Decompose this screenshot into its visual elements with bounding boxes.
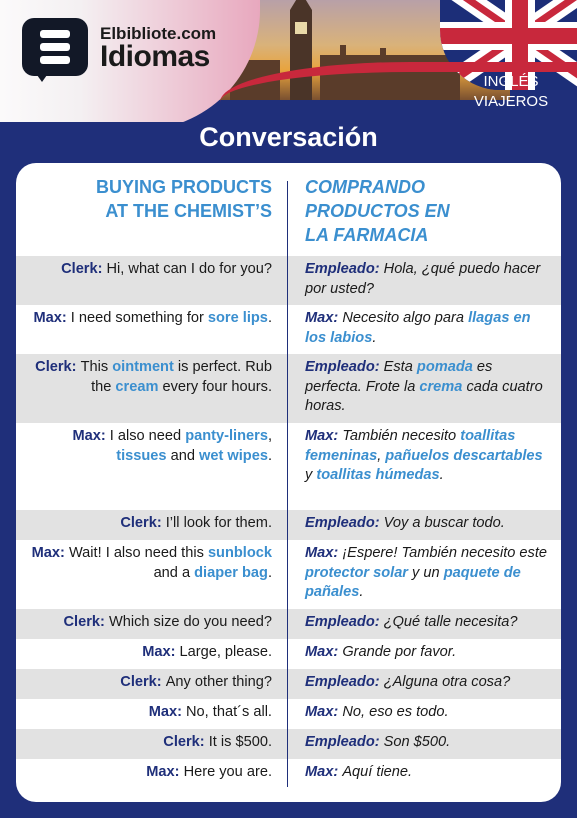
line-text: Necesito algo para bbox=[342, 310, 469, 326]
speaker-label: Clerk: bbox=[63, 614, 109, 630]
vocab-highlight: sunblock bbox=[207, 545, 272, 561]
spanish-line bbox=[305, 544, 551, 603]
column-divider bbox=[287, 181, 288, 787]
line-text: , bbox=[377, 447, 386, 464]
line-text: I also need bbox=[109, 428, 186, 444]
vocab-highlight: protector solar bbox=[305, 564, 408, 581]
speaker-label: Empleado: bbox=[305, 515, 384, 531]
speaker-label: Empleado: bbox=[305, 674, 384, 690]
speaker-label: Max: bbox=[305, 644, 343, 660]
line-text: Hola, ¿qué puedo hacer por usted? bbox=[305, 261, 541, 297]
english-header-line: BUYING PRODUCTS bbox=[95, 177, 272, 197]
english-line bbox=[28, 673, 272, 693]
line-text: is perfect. Rub the bbox=[91, 359, 272, 395]
speaker-label: Clerk: bbox=[61, 261, 107, 277]
line-text: . bbox=[267, 564, 272, 581]
line-text: . bbox=[372, 329, 377, 346]
line-text: También necesito bbox=[342, 428, 461, 444]
vocab-highlight: diaper bag bbox=[194, 564, 268, 581]
spanish-line bbox=[305, 703, 551, 723]
english-line bbox=[28, 703, 272, 723]
line-text: every four hours. bbox=[158, 378, 272, 395]
speaker-label: Max: bbox=[305, 428, 343, 444]
header-banner bbox=[0, 0, 577, 122]
line-text: I’ll look for them. bbox=[165, 515, 272, 531]
brand-name: Idiomas bbox=[100, 40, 210, 73]
line-text: ¿Qué talle necesita? bbox=[383, 614, 518, 630]
spanish-line bbox=[305, 673, 551, 693]
line-text: . bbox=[359, 584, 364, 600]
line-text: Any other thing? bbox=[165, 674, 272, 690]
dialogue-row bbox=[16, 305, 561, 354]
dialogue-row bbox=[16, 759, 561, 789]
english-line bbox=[28, 514, 272, 534]
speaker-label: Max: bbox=[305, 310, 343, 326]
line-text: and a bbox=[153, 564, 195, 581]
vocab-highlight: paquete de pañales bbox=[305, 564, 521, 600]
line-text: No, eso es todo. bbox=[342, 704, 449, 720]
vocab-highlight: crema bbox=[419, 378, 463, 395]
speaker-label: Max: bbox=[146, 764, 184, 780]
english-line bbox=[28, 733, 272, 753]
speaker-label: Max: bbox=[72, 428, 110, 444]
speaker-label: Max: bbox=[305, 545, 343, 561]
line-text: Large, please. bbox=[179, 644, 272, 660]
english-column-header bbox=[30, 175, 272, 223]
brand-site: Elbibliote.com bbox=[100, 24, 217, 43]
vocab-highlight: llagas en los labios bbox=[305, 310, 531, 346]
line-text: cada cuatro horas. bbox=[305, 378, 543, 414]
line-text: Which size do you need? bbox=[108, 614, 272, 630]
line-text: No, that´s all. bbox=[186, 704, 272, 720]
spanish-column-header bbox=[305, 175, 545, 247]
english-line bbox=[28, 613, 272, 633]
vocab-highlight: ointment bbox=[112, 359, 174, 375]
line-text: Esta bbox=[383, 359, 417, 375]
speaker-label: Empleado: bbox=[305, 614, 384, 630]
vocab-highlight: panty-liners bbox=[185, 428, 268, 444]
dialogue-row bbox=[16, 609, 561, 639]
vocab-highlight: pañuelos descartables bbox=[385, 447, 543, 464]
english-line bbox=[28, 260, 272, 280]
line-text: Voy a buscar todo. bbox=[383, 515, 505, 531]
speaker-label: Max: bbox=[305, 704, 343, 720]
dialogue-row bbox=[16, 639, 561, 669]
spanish-line bbox=[305, 514, 551, 534]
line-text: . bbox=[267, 310, 272, 326]
spanish-line bbox=[305, 763, 551, 783]
line-text: This bbox=[80, 359, 113, 375]
speaker-label: Max: bbox=[31, 545, 69, 561]
english-line bbox=[28, 544, 272, 583]
spanish-line bbox=[305, 427, 551, 486]
speaker-label: Max: bbox=[33, 310, 71, 326]
english-line bbox=[28, 643, 272, 663]
vocab-highlight: toallitas femeninas bbox=[305, 428, 516, 464]
line-text: ¿Alguna otra cosa? bbox=[383, 674, 511, 690]
dialogue-row bbox=[16, 729, 561, 759]
line-text: I need something for bbox=[70, 310, 208, 326]
speaker-label: Empleado: bbox=[305, 734, 384, 750]
dialogue-row bbox=[16, 699, 561, 729]
dialogue-row bbox=[16, 423, 561, 510]
speaker-label: Clerk: bbox=[35, 359, 81, 375]
line-text: Here you are. bbox=[183, 764, 272, 780]
speaker-label: Clerk: bbox=[163, 734, 209, 750]
line-text: It is $500. bbox=[208, 734, 272, 750]
page-title: Conversación bbox=[199, 122, 378, 152]
speaker-label: Max: bbox=[305, 764, 343, 780]
line-text: and bbox=[166, 447, 199, 464]
line-text: Son $500. bbox=[383, 734, 451, 750]
line-text: . bbox=[267, 447, 272, 464]
line-text: Hi, what can I do for you? bbox=[106, 261, 272, 277]
spanish-line bbox=[305, 260, 551, 299]
line-text: y bbox=[305, 467, 317, 483]
dialogue-row bbox=[16, 510, 561, 540]
line-text: es perfecta. Frote la bbox=[305, 359, 493, 395]
speaker-label: Clerk: bbox=[120, 515, 166, 531]
speaker-label: Empleado: bbox=[305, 261, 384, 277]
speaker-label: Max: bbox=[148, 704, 187, 720]
vocab-highlight: toallitas húmedas bbox=[316, 467, 440, 483]
spanish-header-line: PRODUCTOS EN bbox=[305, 201, 450, 221]
line-text: ¡Espere! También necesito este bbox=[342, 545, 548, 561]
dialogue-row bbox=[16, 354, 561, 423]
vocab-highlight: cream bbox=[115, 378, 159, 395]
logo bbox=[22, 18, 92, 84]
line-text: Grande por favor. bbox=[342, 644, 457, 660]
speaker-label: Clerk: bbox=[120, 674, 166, 690]
tagline-line-2: VIAJEROS bbox=[473, 93, 549, 110]
line-text: , bbox=[267, 428, 272, 444]
conversation-card bbox=[16, 163, 561, 802]
line-text: Wait! I also need this bbox=[68, 545, 208, 561]
vocab-highlight: pomada bbox=[416, 359, 473, 375]
english-line bbox=[28, 427, 272, 466]
spanish-line bbox=[305, 643, 551, 663]
vocab-highlight: tissues bbox=[116, 447, 167, 464]
spanish-line bbox=[305, 613, 551, 633]
spanish-line bbox=[305, 358, 551, 417]
english-line bbox=[28, 309, 272, 329]
english-line bbox=[28, 763, 272, 783]
speaker-label: Empleado: bbox=[305, 359, 384, 375]
line-text: Aquí tiene. bbox=[342, 764, 413, 780]
dialogue-row bbox=[16, 669, 561, 699]
dialogue-row bbox=[16, 256, 561, 305]
english-header-line: AT THE CHEMIST’S bbox=[105, 201, 272, 221]
speaker-label: Max: bbox=[142, 644, 180, 660]
spanish-header-line: LA FARMACIA bbox=[305, 225, 429, 245]
tagline bbox=[458, 72, 564, 112]
spanish-line bbox=[305, 309, 551, 348]
vocab-highlight: wet wipes bbox=[199, 447, 268, 464]
line-text: . bbox=[439, 467, 444, 483]
spanish-line bbox=[305, 733, 551, 753]
english-line bbox=[28, 358, 272, 397]
spanish-header-line: COMPRANDO bbox=[305, 177, 425, 197]
tagline-line-1: INGLÉS bbox=[483, 73, 539, 90]
vocab-highlight: sore lips bbox=[207, 310, 268, 326]
dialogue-row bbox=[16, 540, 561, 609]
line-text: y un bbox=[408, 564, 444, 581]
